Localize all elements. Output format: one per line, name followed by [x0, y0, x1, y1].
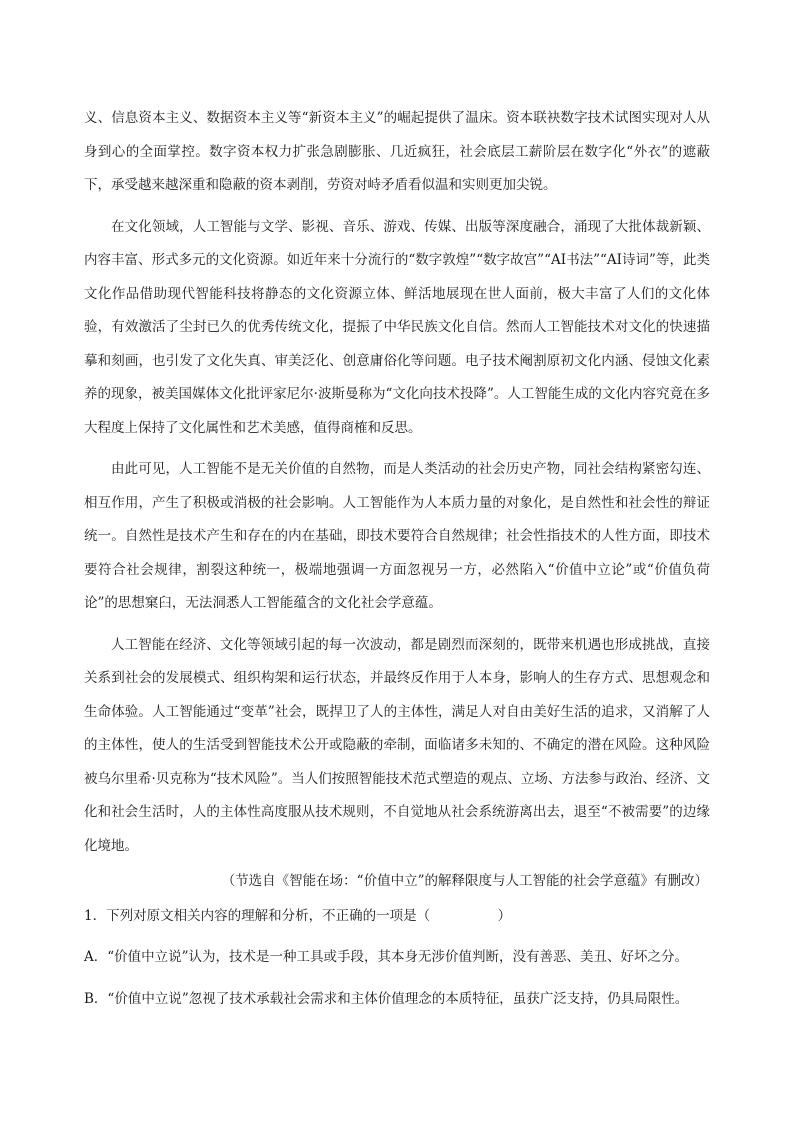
paragraph-4: 人工智能在经济、文化等领域引起的每一次波动，都是剧烈而深刻的，既带来机遇也形成挑战，直接关系到社会的发展模式、组织构架和运行状态，并最终反作用于人本身，影响人的生存方式、思想观念和生命体验。人工智能通过“变革”社会，既捍卫了人的主体性，满足人对自由美好生活的追求，又消解了人的主体性，使人的生活受到智能技术公开或隐蔽的牵制，面临诸多未知的、不确定的潜在风险。这种风险被乌尔里希·贝克称为“技术风险”。当人们按照智能技术范式塑造的观点、立场、方法参与政治、经济、文化和社会生活时，人的主体性高度服从技术规则，不自觉地从社会系统游离出去，退至“不被需要”的边缘化境地。	[84, 636, 710, 854]
question-1: 1．下列对原文相关内容的理解和分析，不正确的一项是（ ）	[84, 907, 512, 924]
option-a: A．“价值中立说”认为，技术是一种工具或手段，其本身无涉价值判断，没有善恶、美丑、好坏之分。	[84, 949, 689, 965]
paragraph-gap	[84, 621, 710, 629]
paragraph-gap	[84, 203, 710, 211]
paragraph-gap	[84, 445, 710, 453]
option-b: B．“价值中立说”忽视了技术承载社会需求和主体价值理念的本质特征，虽获广泛支持，仍具局限性。	[84, 990, 689, 1007]
source-citation: （节选自《智能在场：“价值中立”的解释限度与人工智能的社会学意蕴》有删改）	[221, 873, 708, 889]
paragraph-3: 由此可见，人工智能不是无关价值的自然物，而是人类活动的社会历史产物，同社会结构紧密勾连、相互作用，产生了积极或消极的社会影响。人工智能作为人本质力量的对象化，是自然性和社会性的辩证统一。自然性是技术产生和存在的内在基础，即技术要符合自然规律；社会性指技术的人性方面，即技术要符合社会规律，割裂这种统一，极端地强调一方面忽视另一方，必然陷入“价值中立论”或“价值负荷论”的思想窠臼，无法洞悉人工智能蕴含的文化社会学意蕴。	[84, 461, 710, 611]
paragraph-1: 义、信息资本主义、数据资本主义等“新资本主义”的崛起提供了温床。资本联袂数字技术试图实现对人从身到心的全面掌控。数字资本权力扩张急剧膨胀、几近疯狂，社会底层工薪阶层在数字化“外衣”的遮蔽下，承受越来越深重和隐蔽的资本剥削，劳资对峙矛盾看似温和实则更加尖锐。	[84, 110, 710, 193]
paragraph-2: 在文化领域，人工智能与文学、影视、音乐、游戏、传媒、出版等深度融合，涌现了大批体裁新颖、内容丰富、形式多元的文化资源。如近年来十分流行的“数字敦煌”“数字故宫”“AI书法”“AI诗词”等，此类文化作品借助现代智能科技将静态的文化资源立体、鲜活地展现在世人面前，极大丰富了人们的文化体验，有效激活了尘封已久的优秀传统文化，提振了中华民族文化自信。然而人工智能技术对文化的快速描摹和刻画，也引发了文化失真、审美泛化、创意庸俗化等问题。电子技术阉割原初文化内涵、侵蚀文化素养的现象，被美国媒体文化批评家尼尔·波斯曼称为“文化向技术投降”。人工智能生成的文化内容究竟在多大程度上保持了文化属性和艺术美感，值得商榷和反思。	[84, 218, 710, 436]
